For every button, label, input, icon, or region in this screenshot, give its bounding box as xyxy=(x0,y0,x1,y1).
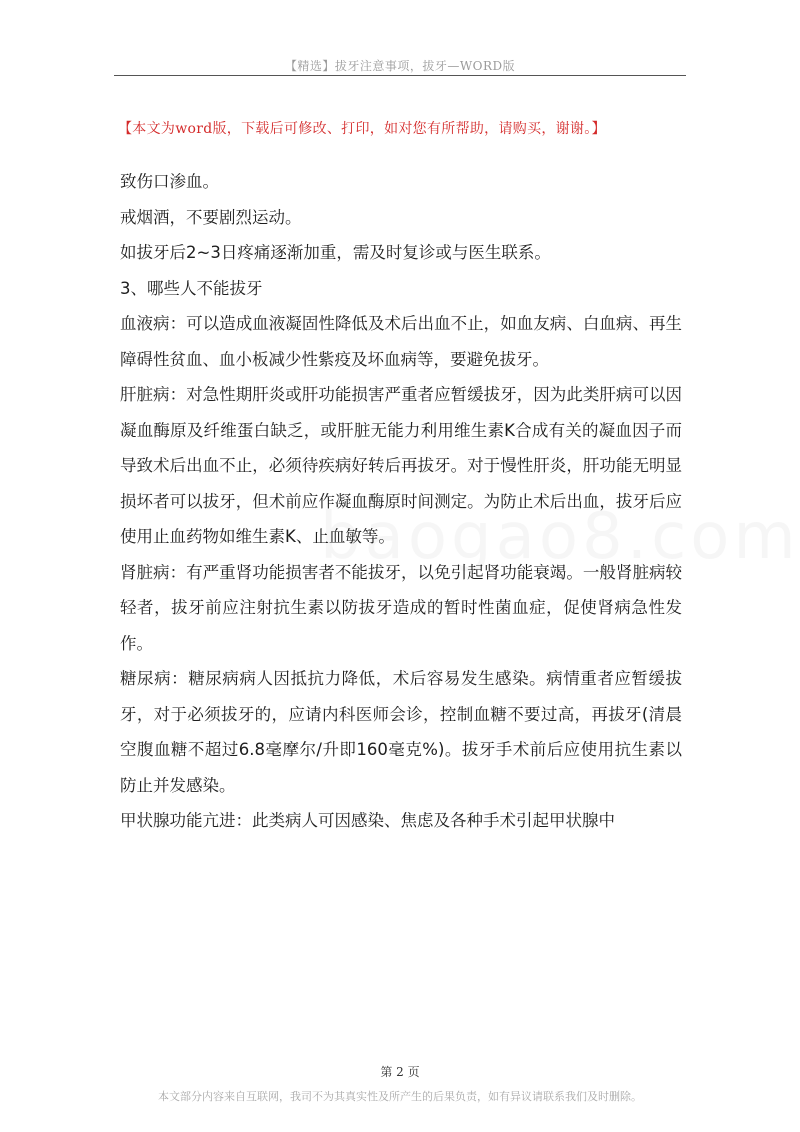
page-footer: 本文部分内容来自互联网，我司不为其真实性及所产生的后果负责，如有异议请联系我们及时删除。 xyxy=(158,1090,642,1103)
paragraph: 肝脏病：对急性期肝炎或肝功能损害严重者应暂缓拔牙，因为此类肝病可以因凝血酶原及纤维蛋白缺乏，或肝脏无能力利用维生素K合成有关的凝血因子而导致术后出血不止，必须待疾病好转后再拔牙。对于慢性肝炎，肝功能无明显损坏者可以拔牙，但术前应作凝血酶原时间测定。为防止术后出血，拔牙后应使用止血药物如维生素K、止血敏等。 xyxy=(120,385,682,546)
download-notice: 【本文为word版，下载后可修改、打印，如对您有所帮助，请购买，谢谢。】 xyxy=(118,121,606,137)
page-number: 第 2 页 xyxy=(380,1065,420,1079)
page-header: 【精选】拔牙注意事项，拔牙—WORD版 xyxy=(284,59,516,73)
paragraph: 致伤口渗血。 xyxy=(120,172,219,191)
paragraph: 戒烟酒，不要剧烈运动。 xyxy=(120,207,302,227)
section-heading: 3、哪些人不能拔牙 xyxy=(120,278,263,298)
paragraph: 甲状腺功能亢进：此类病人可因感染、焦虑及各种手术引起甲状腺中 xyxy=(120,811,615,830)
header-divider xyxy=(114,75,686,76)
paragraph: 血液病：可以造成血液凝固性降低及术后出血不止，如血友病、白血病、再生障碍性贫血、血小板减少性紫疫及坏血病等，要避免拔牙。 xyxy=(120,314,682,369)
paragraph: 如拔牙后2~3日疼痛逐渐加重，需及时复诊或与医生联系。 xyxy=(120,243,551,262)
document-body xyxy=(120,164,682,839)
paragraph: 糖尿病：糖尿病病人因抵抗力降低，术后容易发生感染。病情重者应暂缓拔牙，对于必须拔牙的，应请内科医师会诊，控制血糖不要过高，再拔牙(清晨空腹血糖不超过6.8毫摩尔/升即160毫克%)。拔牙手术前后应使用抗生素以防止并发感染。 xyxy=(120,669,682,795)
paragraph: 肾脏病：有严重肾功能损害者不能拔牙，以免引起肾功能衰竭。一般肾脏病较轻者，拔牙前应注射抗生素以防拔牙造成的暂时性菌血症，促使肾病急性发作。 xyxy=(120,562,682,653)
